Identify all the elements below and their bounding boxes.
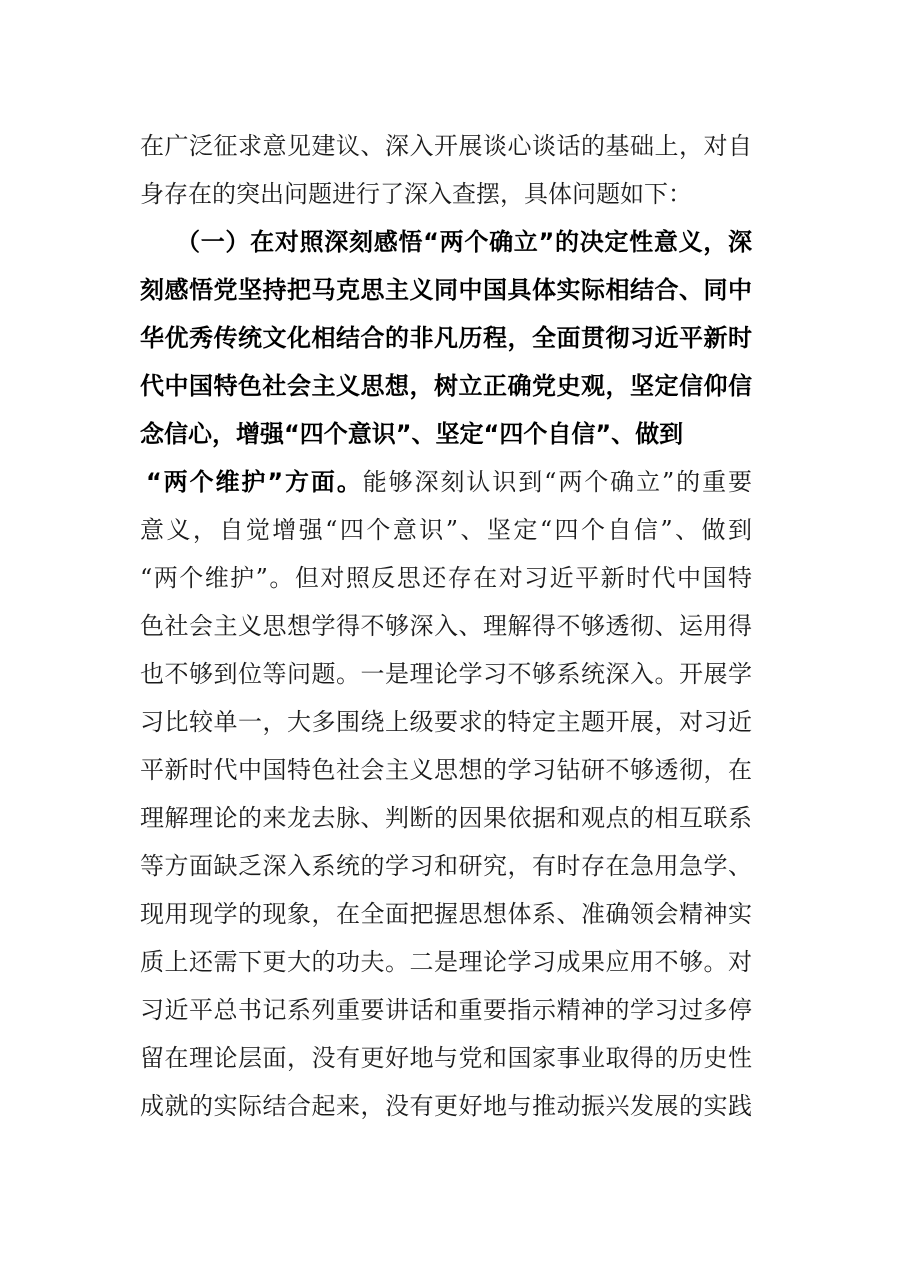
section-heading-line: 华优秀传统文化相结合的非凡历程，全面贯彻习近平新时 — [140, 324, 752, 352]
section-heading-line: 念信心，增强“四个意识”、坚定“四个自信”、做到 — [140, 420, 684, 448]
section-heading-line: （一）在对照深刻感悟“两个确立”的决定性意义，深 — [176, 228, 752, 256]
body-line: 现用现学的现象，在全面把握思想体系、准确领会精神实 — [140, 900, 752, 928]
body-line: 留在理论层面，没有更好地与党和国家事业取得的历史性 — [140, 1044, 752, 1072]
body-line: 成就的实际结合起来，没有更好地与推动振兴发展的实践 — [140, 1092, 752, 1120]
body-line: 平新时代中国特色社会主义思想的学习钻研不够透彻，在 — [140, 756, 752, 784]
body-text-start: 能够深刻认识到“两个确立”的重要 — [362, 468, 752, 496]
section-heading-tail: “两个维护”方面。 — [146, 468, 363, 496]
body-line: 习比较单一，大多围绕上级要求的特定主题开展，对习近 — [140, 708, 752, 736]
body-line: 习近平总书记系列重要讲话和重要指示精神的学习过多停 — [140, 996, 752, 1024]
mixed-line — [140, 458, 752, 506]
section-heading-line: 刻感悟党坚持把马克思主义同中国具体实际相结合、同中 — [140, 276, 752, 304]
body-line: 等方面缺乏深入系统的学习和研究，有时存在急用急学、 — [140, 852, 752, 880]
body-line: 理解理论的来龙去脉、判断的因果依据和观点的相互联系 — [140, 804, 752, 832]
intro-line: 在广泛征求意见建议、深入开展谈心谈话的基础上，对自 — [140, 132, 752, 160]
body-line: 意义，自觉增强“四个意识”、坚定“四个自信”、做到 — [140, 516, 752, 544]
body-line: “两个维护”。但对照反思还存在对习近平新时代中国特 — [140, 564, 752, 592]
intro-line: 身存在的突出问题进行了深入查摆，具体问题如下： — [140, 180, 692, 208]
body-line: 也不够到位等问题。一是理论学习不够系统深入。开展学 — [140, 660, 752, 688]
body-line: 色社会主义思想学得不够深入、理解得不够透彻、运用得 — [140, 612, 752, 640]
document-page — [140, 122, 752, 1130]
body-line: 质上还需下更大的功夫。二是理论学习成果应用不够。对 — [140, 948, 752, 976]
section-heading-line: 代中国特色社会主义思想，树立正确党史观，坚定信仰信 — [140, 372, 752, 400]
